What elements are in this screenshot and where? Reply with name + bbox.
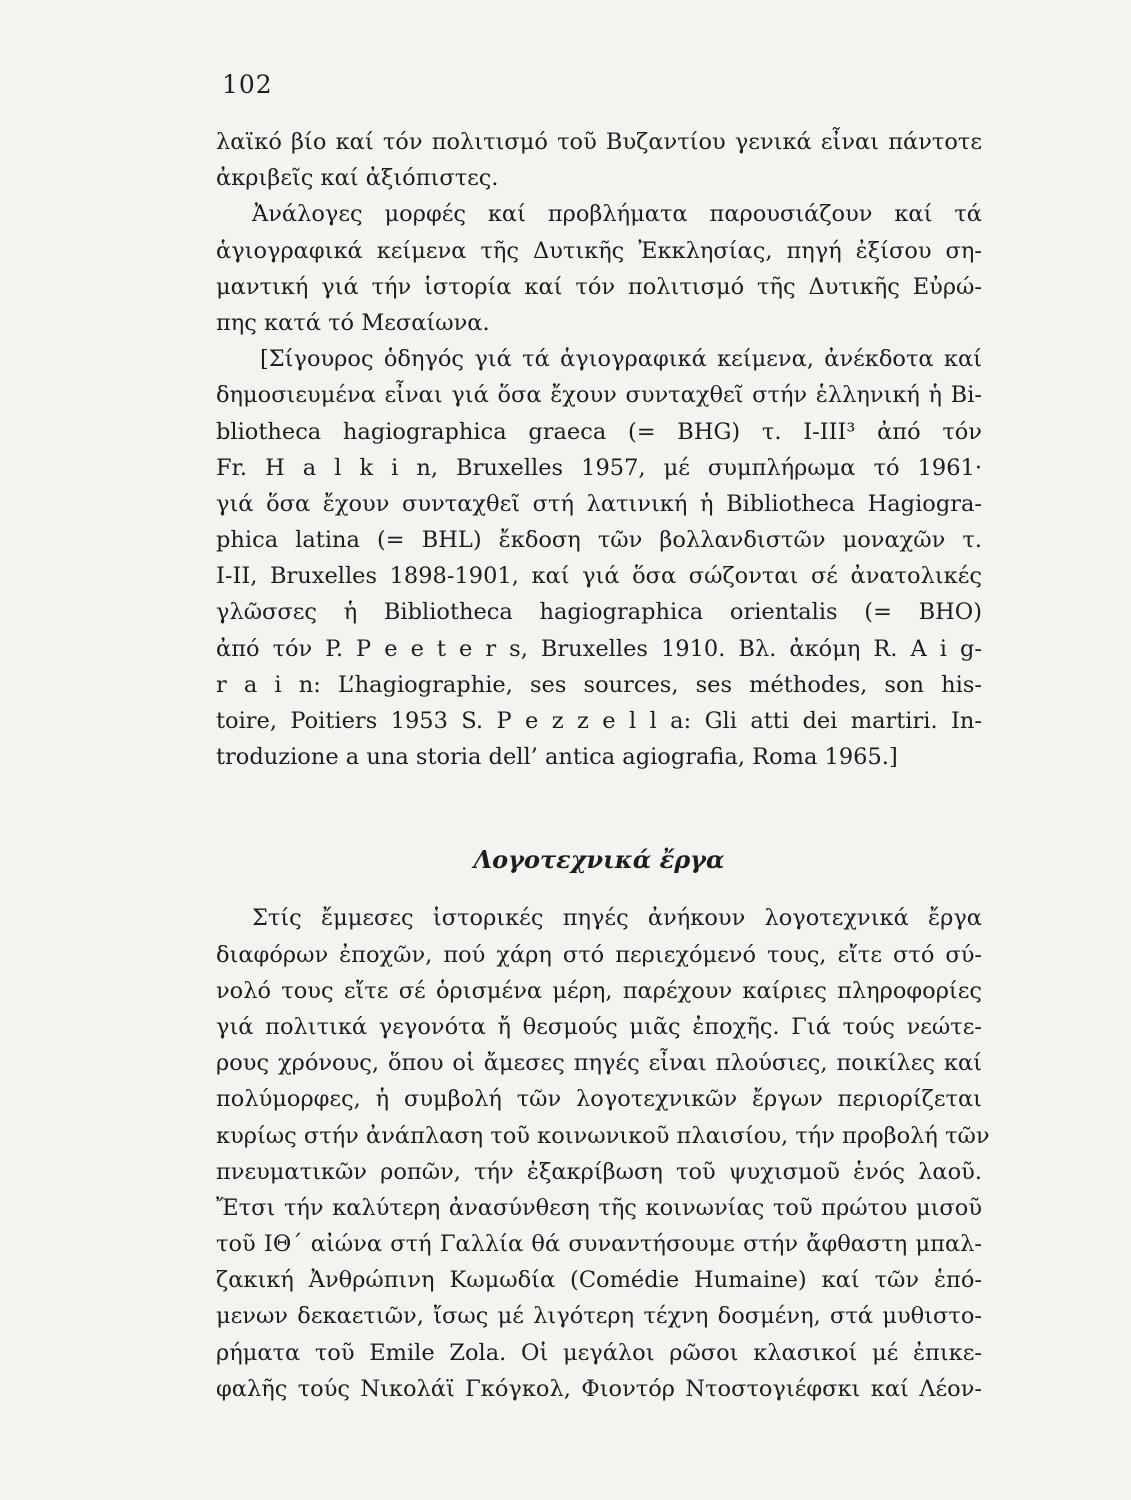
text-line: πης κατά τό Μεσαίωνα. xyxy=(216,309,490,336)
text-line: I-II, Bruxelles 1898-1901, καί γιά ὅσα σώζονται σέ ἀνατολικές xyxy=(216,563,982,590)
text-line: ρήματα τοῦ Emile Zola. Οἱ μεγάλοι ρῶσοι κλασικοί μέ ἐπικε- xyxy=(216,1339,982,1366)
text-line: bliotheca hagiographica graeca (= BHG) τ. I-III³ ἀπό τόν xyxy=(216,418,982,445)
text-line: γιά πολιτικά γεγονότα ἤ θεσμούς μιᾶς ἐποχῆς. Γιά τούς νεώτε- xyxy=(216,1013,982,1040)
text-line: διαφόρων ἐποχῶν, πού χάρη στό περιεχόμενό τους, εἴτε στό σύ- xyxy=(216,941,982,968)
text-line: μενων δεκαετιῶν, ἴσως μέ λιγότερη τέχνη δοσμένη, στά μυθιστο- xyxy=(216,1303,982,1330)
text-line: γιά ὅσα ἔχουν συνταχθεῖ στή λατινική ἡ Bibliotheca Hagiogra- xyxy=(216,490,982,517)
text-line: ἁγιογραφικά κείμενα τῆς Δυτικῆς Ἐκκλησίας, πηγή ἐξίσου ση- xyxy=(216,237,982,264)
text-line: ἀπό τόν P. P e e t e r s, Bruxelles 1910. Βλ. ἀκόμη R. A i g- xyxy=(216,635,982,662)
text-line: φαλῆς τούς Νικολάϊ Γκόγκολ, Φιοντόρ Ντοστογιέφσκι καί Λέον- xyxy=(216,1375,982,1402)
text-line: κυρίως στήν ἀνάπλαση τοῦ κοινωνικοῦ πλαισίου, τήν προβολή τῶν xyxy=(216,1122,990,1149)
section-hagiography xyxy=(216,124,982,775)
text-line: phica latina (= BHL) ἔκδοση τῶν βολλανδιστῶν μοναχῶν τ. xyxy=(216,527,982,554)
text-line: ρους χρόνους, ὅπου οἱ ἄμεσες πηγές εἶναι πλούσιες, ποικίλες καί xyxy=(216,1050,982,1077)
text-line: Fr. H a l k i n, Bruxelles 1957, μέ συμπλήρωμα τό 1961· xyxy=(216,454,982,481)
text-line: μαντική γιά τήν ἱστορία καί τόν πολιτισμό τῆς Δυτικῆς Εὐρώ- xyxy=(216,273,982,300)
text-line: troduzione a una storia dell’ antica agiografia, Roma 1965.] xyxy=(216,744,898,771)
text-line: ἀκριβεῖς καί ἀξιόπιστες. xyxy=(216,165,499,192)
section-literary-works xyxy=(216,900,990,1407)
text-line: δημοσιευμένα εἶναι γιά ὅσα ἔχουν συνταχθεῖ στήν ἑλληνική ἡ Bi- xyxy=(216,382,982,409)
text-line: ζακική Ἀνθρώπινη Κωμωδία (Comédie Humaine) καί τῶν ἑπό- xyxy=(216,1267,982,1294)
section-heading: Λογοτεχνικά ἔργα xyxy=(473,845,725,875)
page-body xyxy=(216,124,990,1407)
text-line: Στίς ἔμμεσες ἱστορικές πηγές ἀνήκουν λογοτεχνικά ἔργα xyxy=(252,905,982,932)
text-line: πνευματικῶν ροπῶν, τήν ἐξακρίβωση τοῦ ψυχισμοῦ ἑνός λαοῦ. xyxy=(216,1158,982,1185)
text-line: πολύμορφες, ἡ συμβολή τῶν λογοτεχνικῶν ἔργων περιορίζεται xyxy=(216,1086,982,1113)
text-line: νολό τους εἴτε σέ ὁρισμένα μέρη, παρέχουν καίριες πληροφορίες xyxy=(216,977,982,1004)
text-line: Ἀνάλογες μορφές καί προβλήματα παρουσιάζουν καί τά xyxy=(252,201,982,228)
text-line: Ἔτσι τήν καλύτερη ἀνασύνθεση τῆς κοινωνίας τοῦ πρώτου μισοῦ xyxy=(216,1194,982,1221)
text-line: γλῶσσες ἡ Bibliotheca hagiographica orientalis (= BHO) xyxy=(216,599,982,626)
text-line: τοῦ ΙΘ΄ αἰώνα στή Γαλλία θά συναντήσουμε στήν ἄφθαστη μπαλ- xyxy=(216,1231,982,1258)
text-line: λαϊκό βίο καί τόν πολιτισμό τοῦ Βυζαντίου γενικά εἶναι πάντοτε xyxy=(216,129,982,155)
text-line: toire, Poitiers 1953 S. P e z z e l l a: Gli atti dei martiri. In- xyxy=(216,708,982,734)
page-number: 102 xyxy=(222,70,273,99)
text-line: r a i n: L’hagiographie, ses sources, ses méthodes, son his- xyxy=(216,671,982,698)
text-line: [Σίγουρος ὁδηγός γιά τά ἁγιογραφικά κείμενα, ἀνέκδοτα καί xyxy=(260,346,982,373)
